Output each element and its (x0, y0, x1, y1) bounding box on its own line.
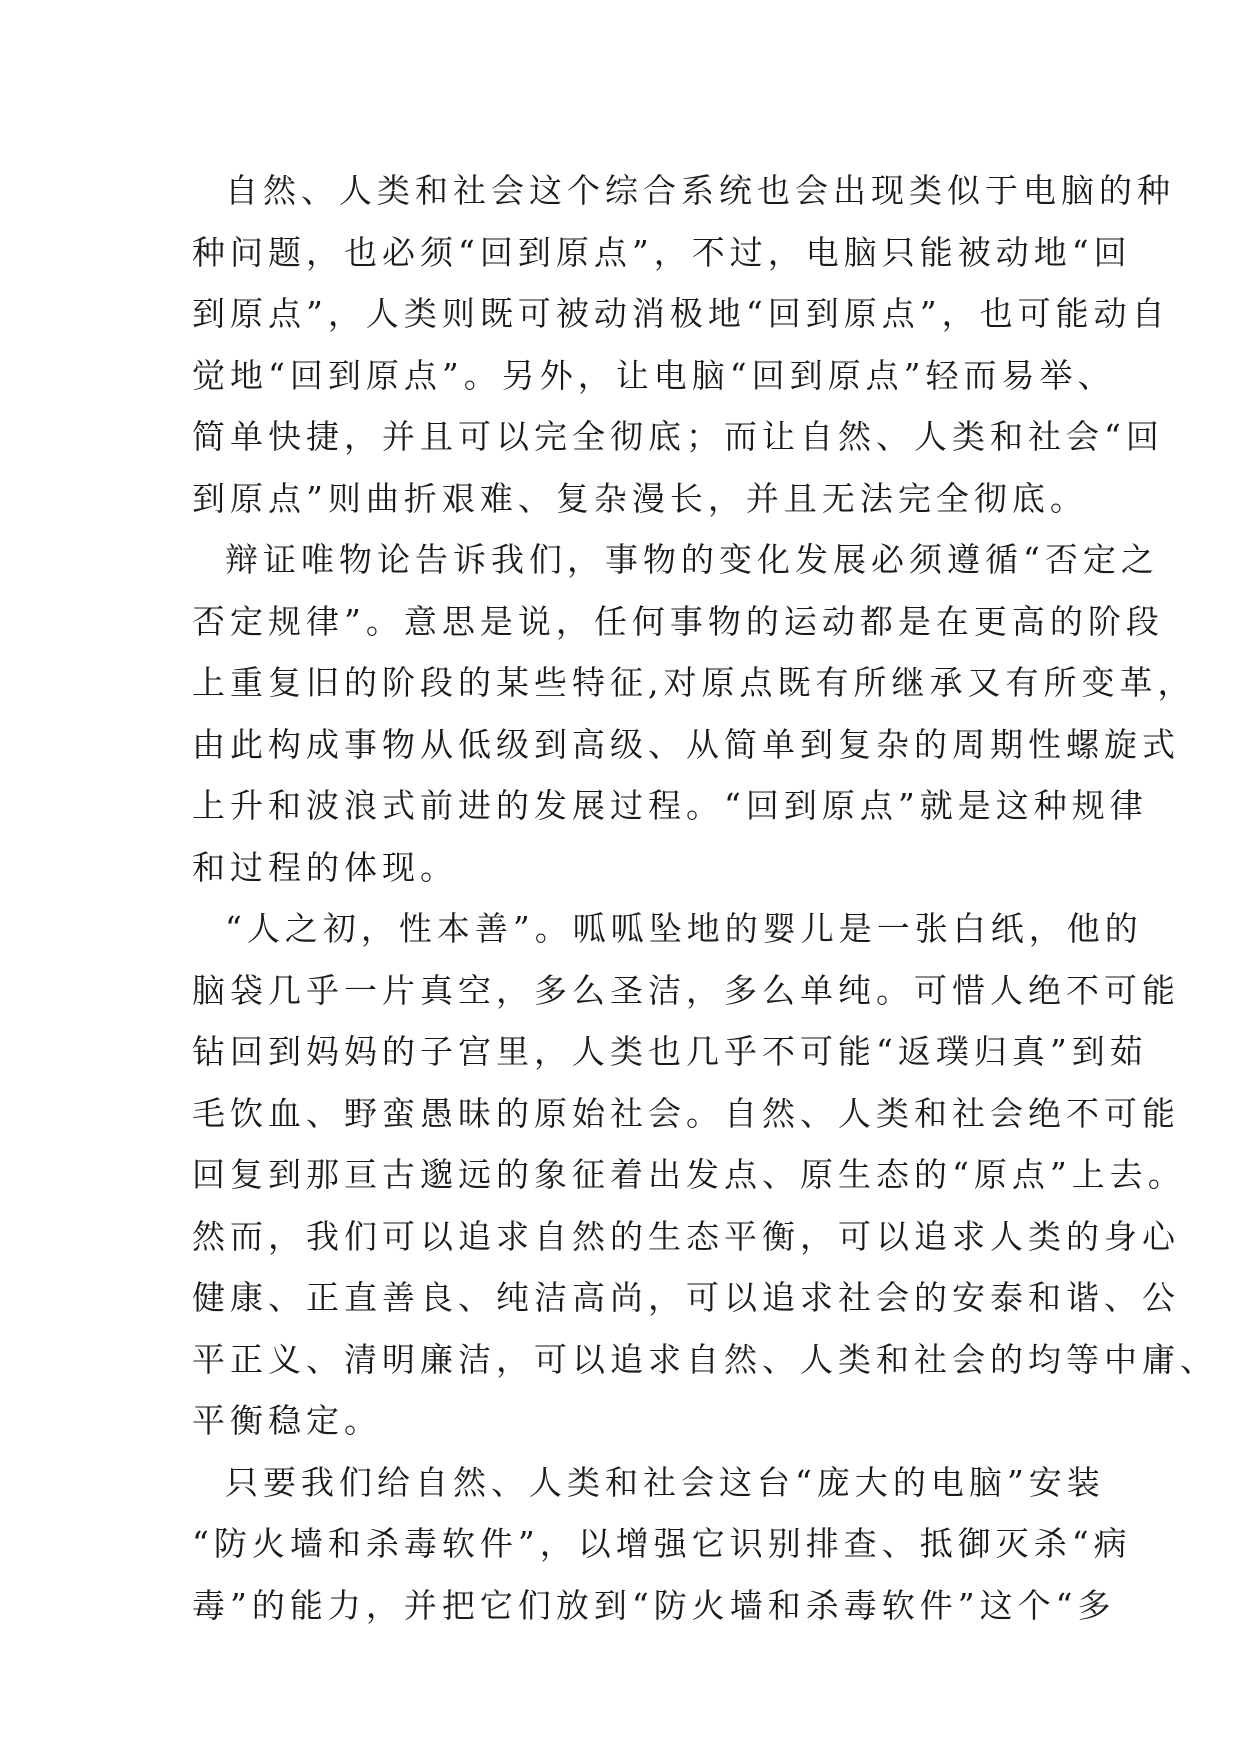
paragraph-line: 觉地“回到原点”。另外，让电脑“回到原点”轻而易举、 (192, 355, 1116, 395)
paragraph-line: “防火墙和杀毒软件”，以增强它识别排查、抵御灭杀“病 (192, 1524, 1132, 1563)
paragraph-line: 平衡稳定。 (192, 1401, 382, 1440)
paragraph-line: 到原点”，人类则既可被动消极地“回到原点”，也可能动自 (192, 294, 1170, 333)
paragraph-line: 健康、正直善良、纯洁高尚，可以追求社会的安泰和谐、公 (192, 1278, 1180, 1317)
paragraph-1 (192, 160, 1175, 529)
paragraph-line: 脑袋几乎一片真空，多么圣洁，多么单纯。可惜人绝不可能 (192, 970, 1180, 1010)
paragraph-4 (192, 1452, 1132, 1637)
paragraph-line: 和过程的体现。 (192, 847, 458, 887)
paragraph-line: 然而，我们可以追求自然的生态平衡，可以追求人类的身心 (192, 1216, 1180, 1256)
paragraph-line: 上升和波浪式前进的发展过程。“回到原点”就是这种规律 (192, 786, 1148, 825)
paragraph-line: 回复到那亘古邈远的象征着出发点、原生态的“原点”上去。 (192, 1155, 1186, 1194)
paragraph-line: 只要我们给自然、人类和社会这台“庞大的电脑”安装 (225, 1462, 1105, 1502)
paragraph-2 (192, 529, 1196, 898)
paragraph-line: 到原点”则曲折艰难、复杂漫长，并且无法完全彻底。 (192, 478, 1088, 518)
paragraph-line: 钻回到妈妈的子宫里，人类也几乎不可能“返璞归真”到茹 (192, 1032, 1148, 1071)
paragraph-line: 由此构成事物从低级到高级、从简单到复杂的周期性螺旋式 (192, 724, 1180, 764)
paragraph-line: 平正义、清明廉洁，可以追求自然、人类和社会的均等中庸、 (192, 1339, 1218, 1379)
document-body (192, 160, 1218, 1636)
paragraph-line: 上重复旧的阶段的某些特征,对原点既有所继承又有所变革， (192, 663, 1196, 702)
paragraph-line: 毛饮血、野蛮愚昧的原始社会。自然、人类和社会绝不可能 (192, 1093, 1180, 1133)
paragraph-line: 自然、人类和社会这个综合系统也会出现类似于电脑的种 (225, 171, 1175, 210)
paragraph-line: 简单快捷，并且可以完全彻底；而让自然、人类和社会“回 (192, 417, 1164, 456)
paragraph-line: “人之初，性本善”。呱呱坠地的婴儿是一张白纸，他的 (225, 909, 1143, 948)
paragraph-3 (192, 898, 1218, 1452)
paragraph-line: 辩证唯物论告诉我们，事物的变化发展必须遵循“否定之 (225, 540, 1159, 579)
paragraph-line: 毒”的能力，并把它们放到“防火墙和杀毒软件”这个“多 (192, 1585, 1116, 1625)
paragraph-line: 否定规律”。意思是说，任何事物的运动都是在更高的阶段 (192, 601, 1164, 641)
paragraph-line: 种问题，也必须“回到原点”，不过，电脑只能被动地“回 (192, 232, 1132, 272)
